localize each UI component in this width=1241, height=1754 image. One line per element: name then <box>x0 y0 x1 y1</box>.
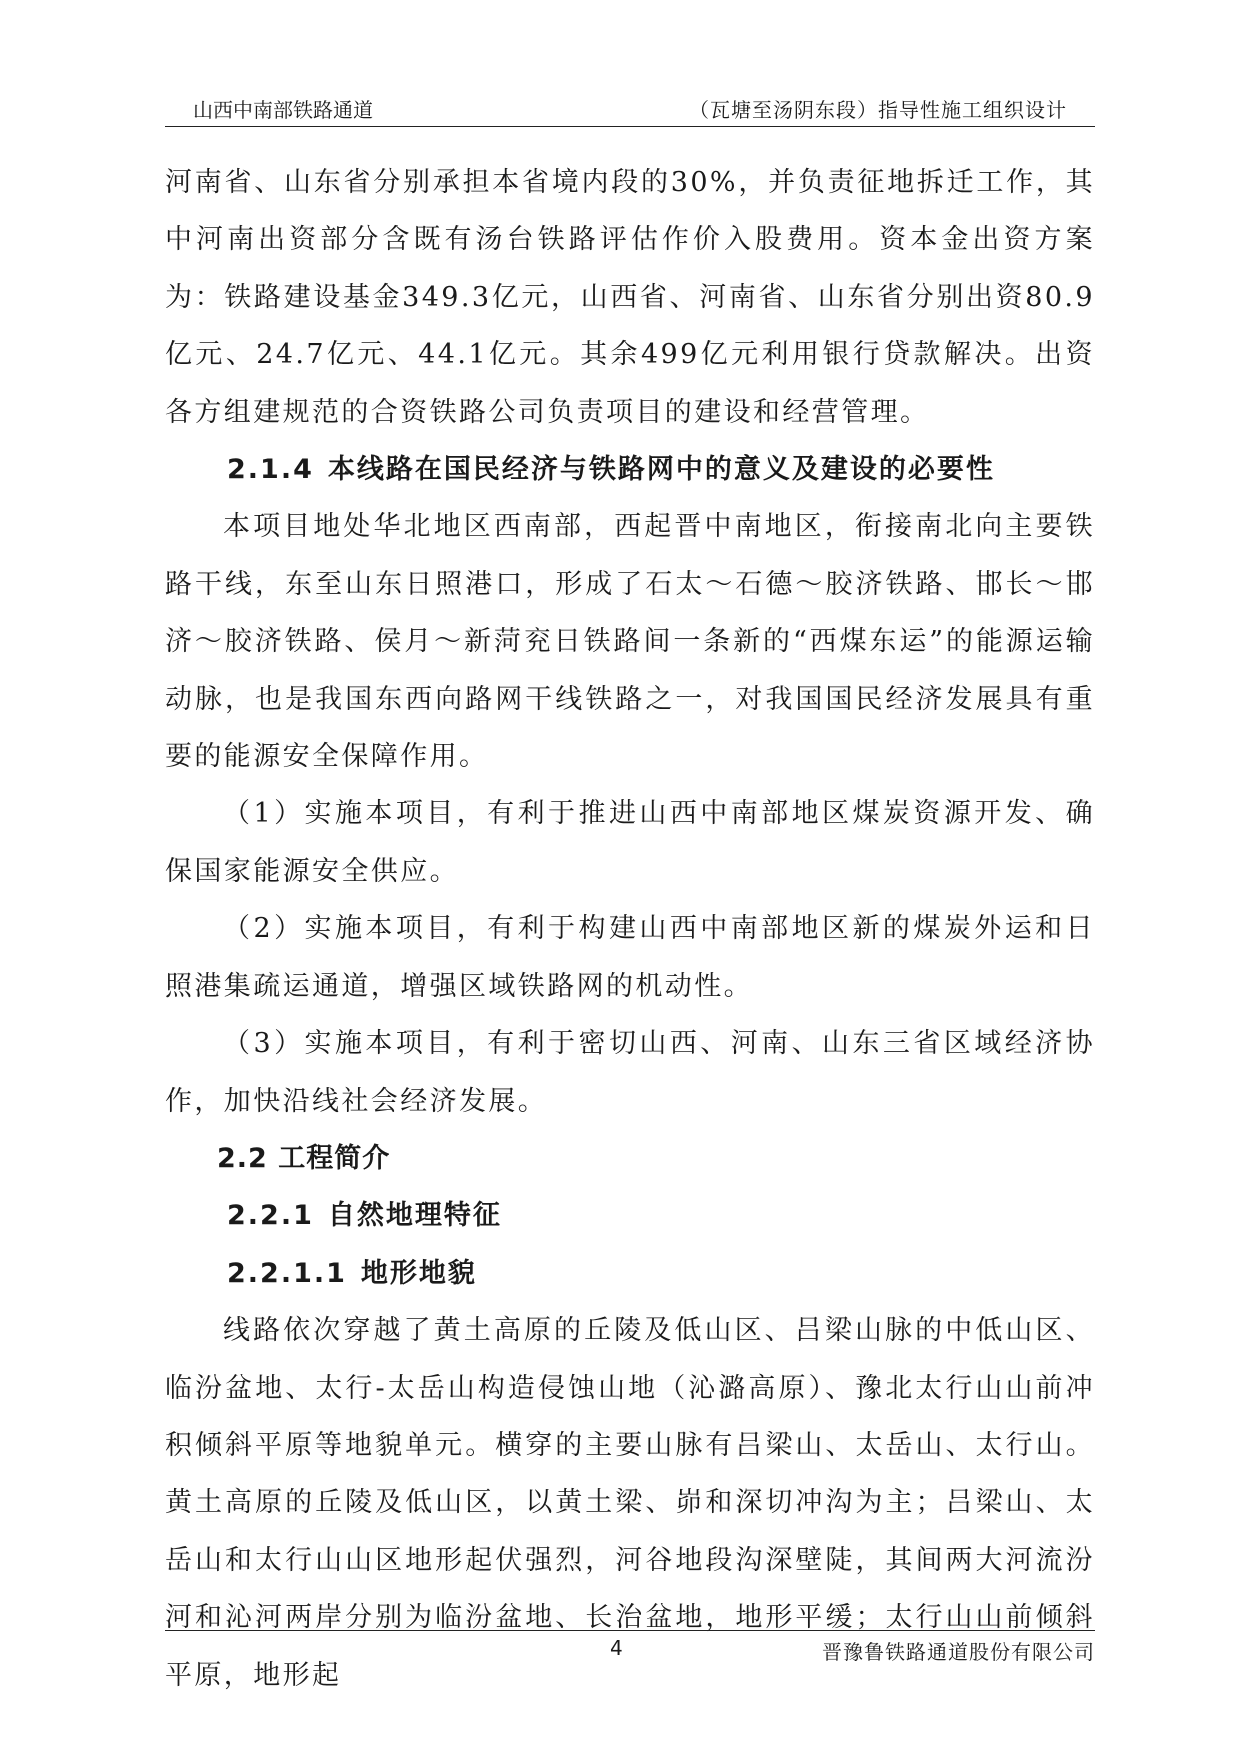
page-number: 4 <box>610 1636 623 1660</box>
header-divider <box>165 126 1095 127</box>
heading-text: 地形地貌 <box>360 1257 477 1289</box>
page-footer <box>165 1636 1095 1666</box>
paragraph-terrain: 线路依次穿越了黄土高原的丘陵及低山区、吕梁山脉的中低山区、临汾盆地、太行-太岳山构造侵蚀山地（沁潞高原）、豫北太行山山前冲积倾斜平原等地貌单元。横穿的主要山脉有吕梁山、太岳山、太行山。黄土高原的丘陵及低山区，以黄土梁、峁和深切冲沟为主；吕梁山、太岳山和太行山山区地形起伏强烈，河谷地段沟深壁陡，其间两大河流汾河和沁河两岸分别为临汾盆地、长治盆地，地形平缓；太行山山前倾斜平原，地形起 <box>165 1315 1095 1691</box>
list-item-2: （2）实施本项目，有利于构建山西中南部地区新的煤炭外运和日照港集疏运通道，增强区域铁路网的机动性。 <box>165 913 1095 1002</box>
list-item-1: （1）实施本项目，有利于推进山西中南部地区煤炭资源开发、确保国家能源安全供应。 <box>165 798 1095 887</box>
page-header <box>165 94 1095 126</box>
heading-text: 本线路在国民经济与铁路网中的意义及建设的必要性 <box>327 454 995 486</box>
heading-number: 2.2.1.1 <box>227 1257 347 1289</box>
paragraph-significance: 本项目地处华北地区西南部，西起晋中南地区，衔接南北向主要铁路干线，东至山东日照港口，形成了石太～石德～胶济铁路、邯长～邯济～胶济铁路、侯月～新菏兖日铁路间一条新的“西煤东运”的能源运输动脉，也是我国东西向路网干线铁路之一，对我国国民经济发展具有重要的能源安全保障作用。 <box>165 511 1095 773</box>
paragraph-funding: 河南省、山东省分别承担本省境内段的30%，并负责征地拆迁工作，其中河南出资部分含既有汤台铁路评估作价入股费用。资本金出资方案为：铁路建设基金349.3亿元，山西省、河南省、山东省分别出资80.9亿元、24.7亿元、44.1亿元。其余499亿元利用银行贷款解决。出资各方组建规范的合资铁路公司负责项目的建设和经营管理。 <box>165 167 1095 428</box>
heading-2-2-1-1 <box>165 1245 1095 1302</box>
header-section-title: （瓦塘至汤阴东段）指导性施工组织设计 <box>689 98 1067 122</box>
footer-company-name: 晋豫鲁铁路通道股份有限公司 <box>822 1640 1095 1664</box>
footer-divider <box>165 1630 1095 1631</box>
list-item-3: （3）实施本项目，有利于密切山西、河南、山东三省区域经济协作，加快沿线社会经济发展。 <box>165 1028 1095 1117</box>
page-body <box>165 154 1095 1704</box>
header-document-title: 山西中南部铁路通道 <box>193 98 373 122</box>
heading-number: 2.2.1 <box>227 1200 314 1232</box>
heading-2-1-4 <box>165 441 1095 498</box>
heading-2-2-1 <box>165 1187 1095 1244</box>
heading-number: 2.1.4 <box>227 454 314 486</box>
heading-text: 自然地理特征 <box>327 1200 502 1232</box>
heading-2-2: 2.2 工程简介 <box>217 1142 391 1174</box>
